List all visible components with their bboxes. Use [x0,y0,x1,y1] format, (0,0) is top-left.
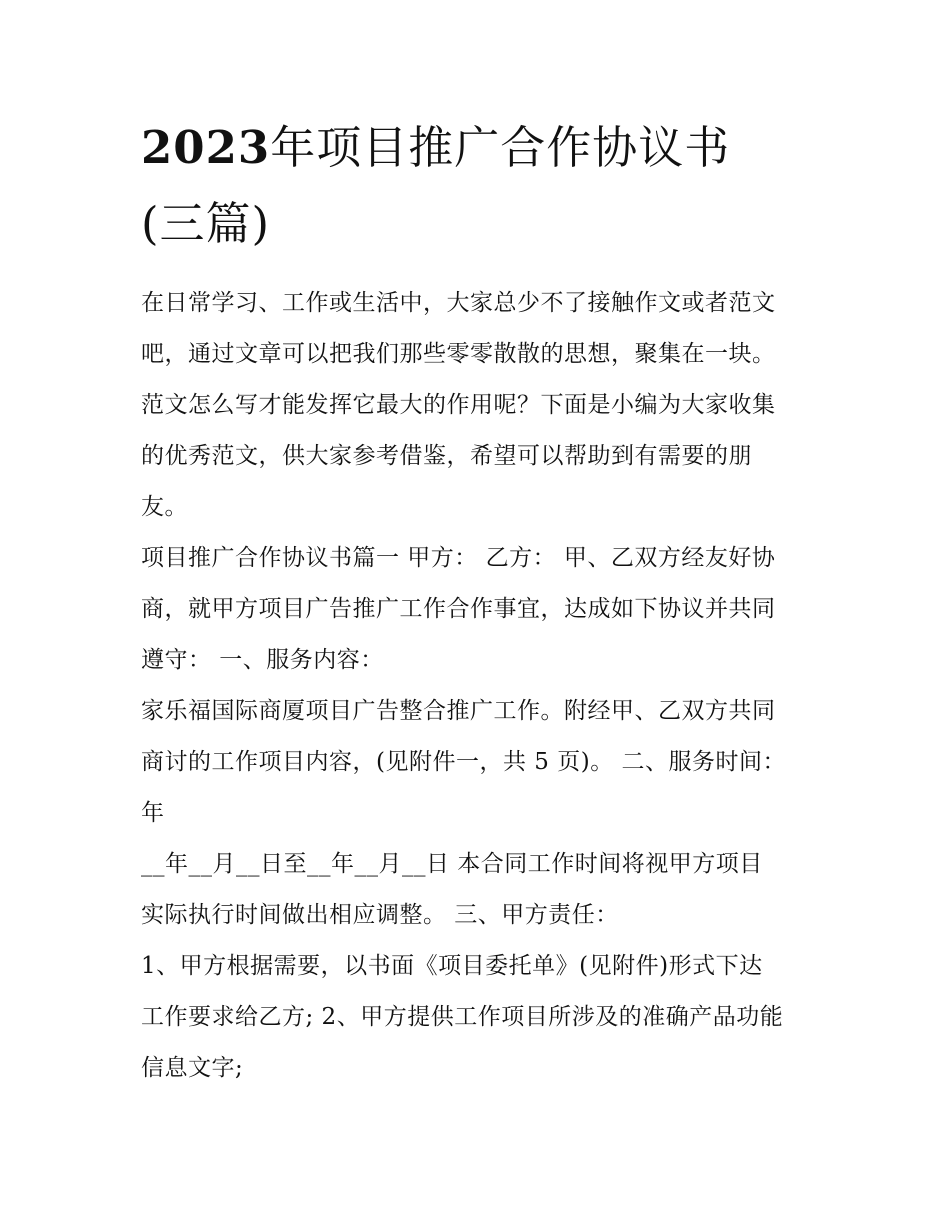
service-time-paragraph [141,839,813,941]
text-line: 家乐福国际商厦项目广告整合推广工作。附经甲、乙双方共同 [141,698,776,724]
text-line: 友。 [141,494,188,520]
title-year: 2023 [141,121,271,174]
document-content [141,110,813,1094]
text-line: 1、甲方根据需要，以书面《项目委托单》(见附件)形式下达 [141,953,763,979]
service-content-paragraph [141,686,813,839]
title-text: 年项目推广合作协议书 [270,121,731,174]
text-line: 的优秀范文，供大家参考借鉴，希望可以帮助到有需要的朋 [141,443,752,469]
intro-paragraph [141,278,813,533]
text-line: 在日常学习、工作或生活中，大家总少不了接触作文或者范文 [141,290,776,316]
text-line: 范文怎么写才能发挥它最大的作用呢？下面是小编为大家收集 [141,392,776,418]
text-line: 遵守： 一、服务内容： [141,647,384,673]
party-a-responsibility-paragraph [141,941,813,1094]
document-body [141,278,813,1094]
agreement-paragraph [141,533,813,686]
title-line-1 [141,110,813,186]
document-title [141,110,813,262]
title-line-2: (三篇) [141,197,271,250]
text-line: 商讨的工作项目内容，(见附件一，共 5 页)。 二、服务时间： [141,749,787,775]
text-line: 商，就甲方项目广告推广工作合作事宜，达成如下协议并共同 [141,596,776,622]
text-line: 项目推广合作协议书篇一 甲方： 乙方： 甲、乙双方经友好协 [141,545,776,571]
text-line: 信息文字; [141,1055,244,1081]
text-line: 年 [141,800,165,826]
text-line: 实际执行时间做出相应调整。 三、甲方责任： [141,902,619,928]
text-line: __年__月__日至__年__月__日 本合同工作时间将视甲方项目 [141,851,763,877]
text-line: 吧，通过文章可以把我们那些零零散散的思想，聚集在一块。 [141,341,776,367]
text-line: 工作要求给乙方; 2、甲方提供工作项目所涉及的准确产品功能 [141,1004,784,1030]
